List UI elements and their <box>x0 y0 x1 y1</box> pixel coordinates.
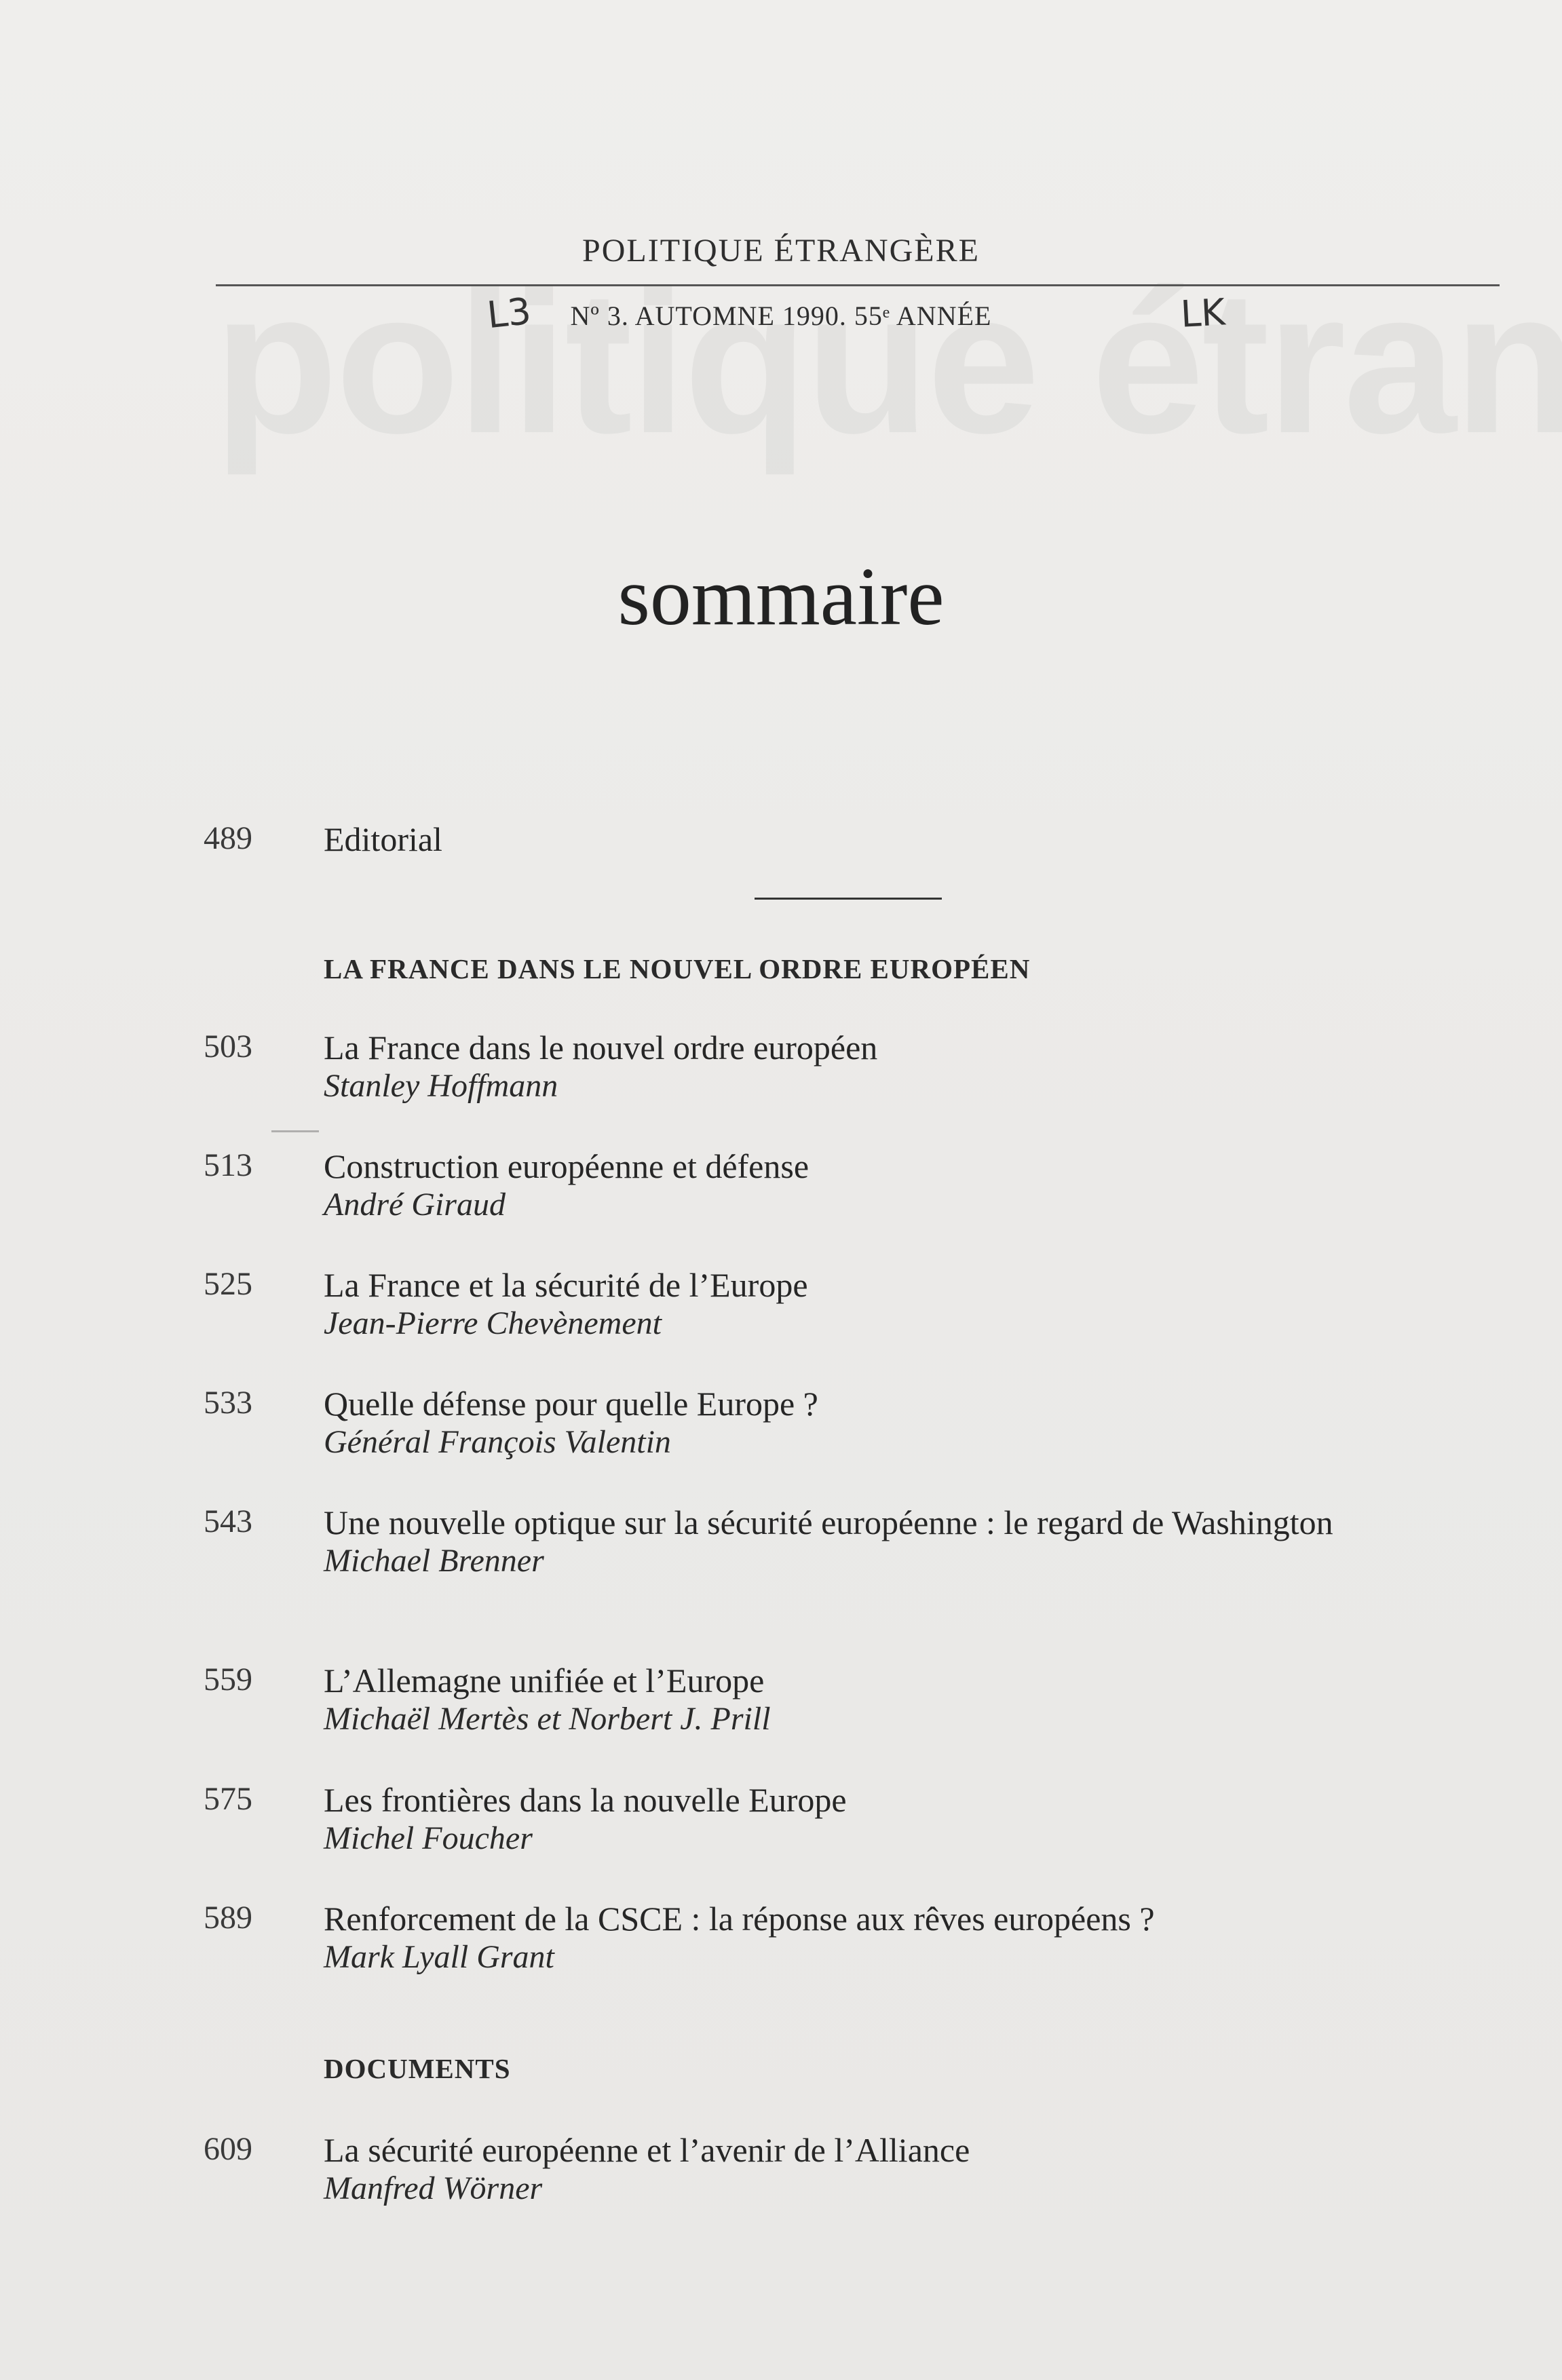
toc-page-number: 503 <box>204 1029 252 1064</box>
section-heading: DOCUMENTS <box>324 2053 511 2084</box>
toc-entry-author: Stanley Hoffmann <box>324 1068 558 1104</box>
toc-entry-author: Michaël Mertès et Norbert J. Prill <box>324 1701 771 1737</box>
handwritten-mark-left: L3 <box>484 289 533 337</box>
toc-entry-author: Général François Valentin <box>324 1424 671 1460</box>
toc-entry-body <box>324 1661 1496 1738</box>
toc-entry-title: Renforcement de la CSCE : la réponse aux rêves européens ? <box>324 1900 1155 1938</box>
toc-entry-body <box>324 1780 1496 1858</box>
toc-entry-body <box>324 1899 1496 1976</box>
header-rule <box>216 284 1500 286</box>
toc-entry-title: La France dans le nouvel ordre européen <box>324 1029 878 1067</box>
toc-page-number: 489 <box>204 820 252 856</box>
toc-entry-title: Quelle défense pour quelle Europe ? <box>324 1385 818 1423</box>
toc-entry-author: Michael Brenner <box>324 1543 544 1579</box>
section-divider <box>755 898 942 900</box>
toc-page-number: 543 <box>204 1503 252 1539</box>
toc-entry-title: Construction européenne et défense <box>324 1147 809 1185</box>
issue-line: Nº 3. AUTOMNE 1990. 55ᵉ ANNÉE <box>570 301 992 331</box>
stray-mark <box>271 1130 319 1132</box>
toc-entry-body <box>324 1503 1496 1580</box>
toc-entry-title: Editorial <box>324 820 442 858</box>
section-heading: LA FRANCE DANS LE NOUVEL ORDRE EUROPÉEN <box>324 953 1031 984</box>
toc-entry-title: Une nouvelle optique sur la sécurité européenne : le regard de Washington <box>324 1503 1333 1541</box>
journal-name: POLITIQUE ÉTRANGÈRE <box>582 233 980 269</box>
toc-entry-body <box>324 1384 1496 1461</box>
toc-entry-body <box>324 1147 1496 1224</box>
toc-page-number: 609 <box>204 2131 252 2167</box>
show-through-watermark <box>214 244 1562 479</box>
toc-entry-author: Manfred Wörner <box>324 2170 543 2206</box>
toc-entry-author: André Giraud <box>324 1187 506 1223</box>
toc-page-number: 525 <box>204 1266 252 1302</box>
toc-entry-body <box>324 2130 1496 2208</box>
page-title: sommaire <box>617 551 945 642</box>
toc-page-number: 575 <box>204 1781 252 1817</box>
toc-entry-body <box>324 1265 1496 1343</box>
toc-entry-title: La sécurité européenne et l’avenir de l’Alliance <box>324 2131 970 2169</box>
toc-page-number: 533 <box>204 1385 252 1421</box>
toc-entry-author: Mark Lyall Grant <box>324 1939 554 1975</box>
toc-page-number: 589 <box>204 1900 252 1936</box>
toc-page-number: 513 <box>204 1147 252 1183</box>
toc-entry-body <box>324 820 1496 859</box>
toc-entry-body <box>324 1028 1496 1105</box>
toc-entry-title: La France et la sécurité de l’Europe <box>324 1266 808 1304</box>
toc-entry-author: Jean-Pierre Chevènement <box>324 1305 662 1341</box>
toc-page-number: 559 <box>204 1662 252 1697</box>
toc-entry-title: L’Allemagne unifiée et l’Europe <box>324 1662 765 1700</box>
toc-entry-author: Michel Foucher <box>324 1820 533 1856</box>
toc-entry-title: Les frontières dans la nouvelle Europe <box>324 1781 847 1819</box>
handwritten-mark-right: LK <box>1179 290 1227 336</box>
